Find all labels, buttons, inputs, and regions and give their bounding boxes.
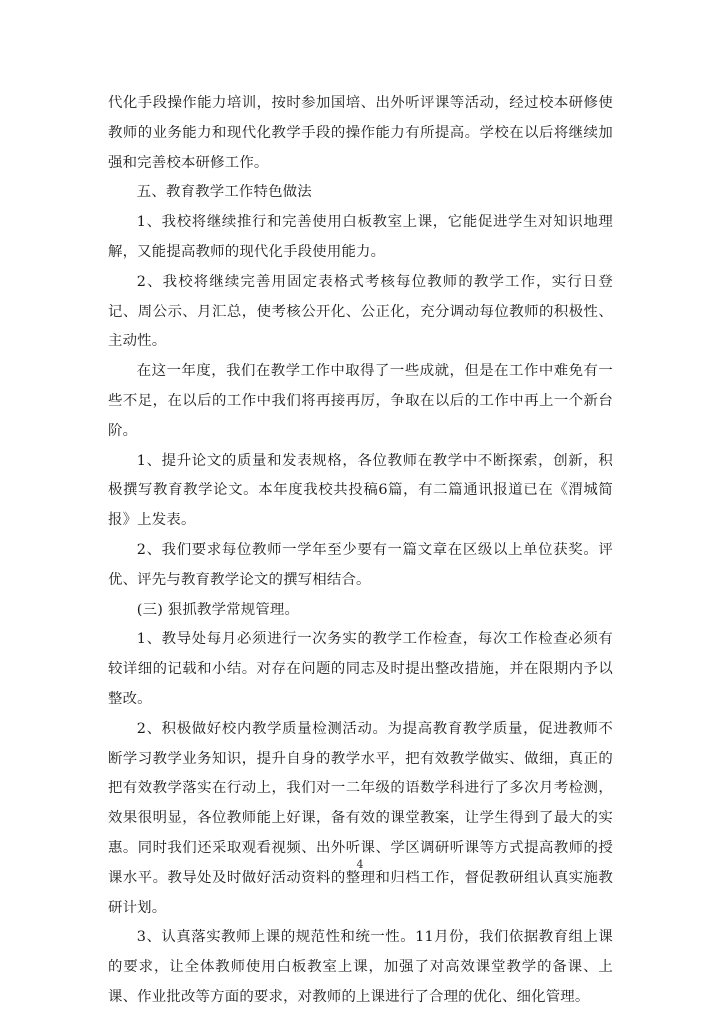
paragraph-item-standardization: 3、认真落实教师上课的规范性和统一性。11月份，我们依据教育组上课的要求，让全体教师使用白板教室上课，加强了对高效课堂教学的备课、上课、作业批改等方面的要求，对教师的上课进行了合理的优化、细化管理。 <box>108 929 613 1005</box>
paragraph-item-whiteboard: 1、我校将继续推行和完善使用白板教室上课，它能促进学生对知识地理解，又能提高教师的现代化手段使用能力。 <box>108 214 613 260</box>
paragraph-item-assessment: 2、我校将继续完善用固定表格式考核每位教师的教学工作，实行日登记、周公示、月汇总，使考核公开化、公正化，充分调动每位教师的积极性、主动性。 <box>108 273 613 350</box>
paragraph-item-awards: 2、我们要求每位教师一学年至少要有一篇文章在区级以上单位获奖。评优、评先与教育教学论文的撰写相结合。 <box>108 541 613 588</box>
paragraph-item-inspection: 1、教导处每月必须进行一次务实的教学工作检查，每次工作检查必须有较详细的记载和小结。对存在问题的同志及时提出整改措施，并在限期内予以整改。 <box>108 631 613 707</box>
paragraph-summary: 在这一年度，我们在教学工作中取得了一些成就，但是在工作中难免有一些不足，在以后的工作中我们将再接再厉，争取在以后的工作中再上一个新台阶。 <box>108 363 613 439</box>
paragraph-item-papers: 1、提升论文的质量和发表规格，各位教师在教学中不断探索，创新，积极撰写教育教学论文。本年度我校共投稿6篇，有二篇通讯报道已在《渭城简报》上发表。 <box>108 452 613 529</box>
document-body <box>108 89 613 1013</box>
section-heading-three: (三) 狠抓教学常规管理。 <box>136 601 300 618</box>
section-heading-five: 五、教育教学工作特色做法 <box>136 184 312 201</box>
paragraph-item-quality: 2、积极做好校内教学质量检测活动。为提高教育教学质量，促进教师不断学习教学业务知识，提升自身的教学水平，把有效教学做实、做细，真正的把有效教学落实在行动上，我们对一二年级的语数学科进行了多次月考检测，效果很明显，各位教师能上好课，备有效的课堂教案，让学生得到了最大的实惠。同时我们还采取观看视频、出外听课、学区调研听课等方式提高教师的授课水平。教导处及时做好活动资料的整理和归档工作，督促教研组认真实施教研计划。 <box>108 720 613 916</box>
page-number: 4 <box>356 858 364 871</box>
paragraph-continuation: 代化手段操作能力培训，按时参加国培、出外听评课等活动，经过校本研修使教师的业务能力和现代化教学手段的操作能力有所提高。学校在以后将继续加强和完善校本研修工作。 <box>108 95 613 171</box>
